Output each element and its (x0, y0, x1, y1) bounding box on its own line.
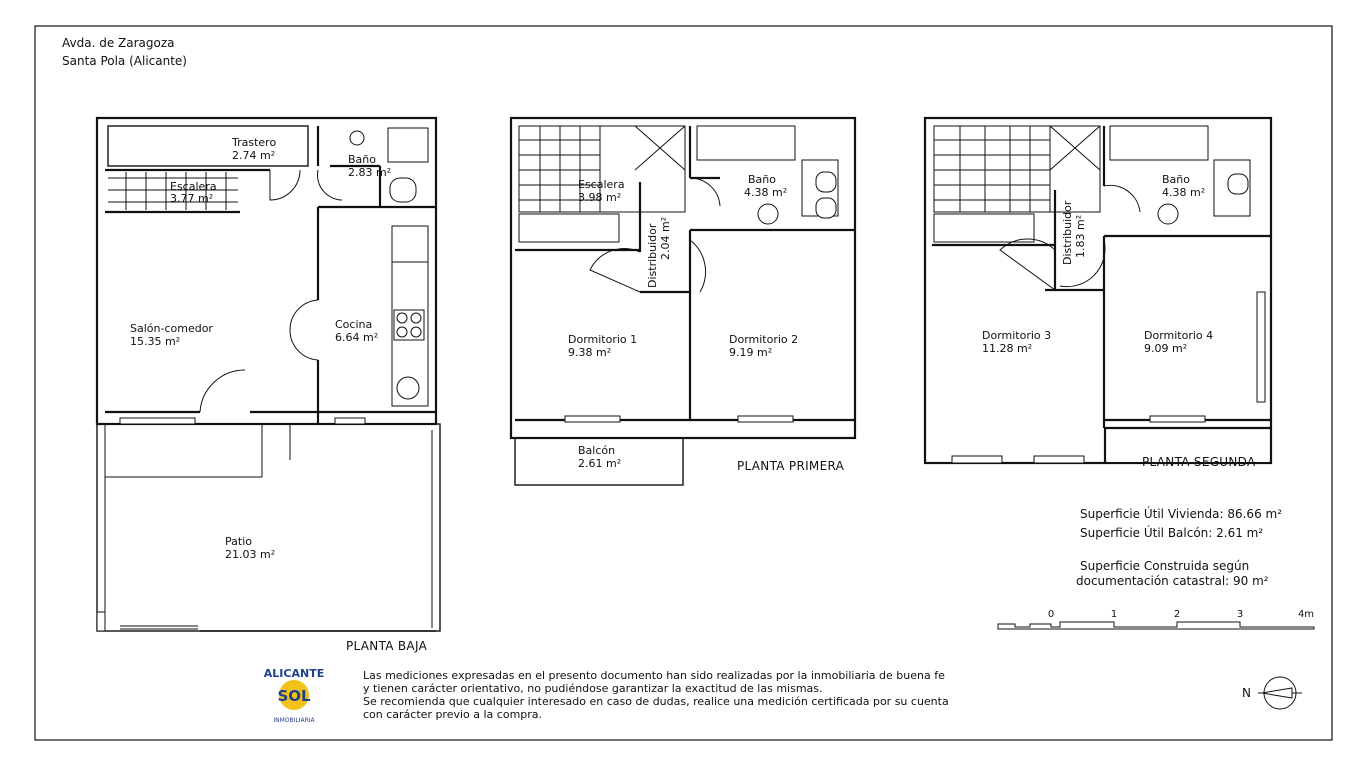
disclaimer-line: y tienen carácter orientativo, no pudiéndose garantizar la exactitud de las mismas. (363, 682, 823, 695)
room-area-dormitorio-2: 9.19 m² (729, 346, 773, 359)
planta-segunda (925, 118, 1271, 463)
scale-label: 4m (1297, 609, 1315, 620)
planta-primera (511, 118, 855, 485)
room-area-balcon: 2.61 m² (578, 457, 622, 470)
disclaimer-line: Se recomienda que cualquier interesado en caso de dudas, realice una medición certificada por su cuenta (363, 695, 949, 708)
scale-label: 3 (1236, 609, 1244, 620)
summary-construida-2: documentación catastral: 90 m² (1076, 574, 1269, 588)
room-label-bano-baja: Baño (348, 153, 376, 166)
room-area-bano-baja: 2.83 m² (348, 166, 392, 179)
logo-text-middle: SOL (277, 687, 311, 705)
room-area-cocina: 6.64 m² (335, 331, 379, 344)
room-area-dormitorio-1: 9.38 m² (568, 346, 612, 359)
address-line-2: Santa Pola (Alicante) (62, 54, 187, 68)
room-area-bano-segunda: 4.38 m² (1162, 186, 1206, 199)
room-area-escalera-primera: 3.98 m² (578, 191, 622, 204)
room-area-dormitorio-4: 9.09 m² (1144, 342, 1188, 355)
room-label-patio: Patio (225, 535, 252, 548)
room-area-distribuidor-segunda: 1.83 m² (1074, 214, 1087, 258)
room-label-dormitorio-4: Dormitorio 4 (1144, 329, 1214, 342)
scale-label: 1 (1110, 609, 1118, 620)
plan-title-baja: PLANTA BAJA (346, 639, 428, 653)
company-logo (264, 667, 324, 724)
room-label-dormitorio-2: Dormitorio 2 (729, 333, 799, 346)
room-label-salon: Salón-comedor (130, 322, 213, 335)
room-area-bano-primera: 4.38 m² (744, 186, 788, 199)
scale-bar (998, 609, 1314, 629)
disclaimer-line: Las mediciones expresadas en el presento documento han sido realizadas por la inmobiliaria de buena fe (363, 669, 945, 682)
room-area-dormitorio-3: 11.28 m² (982, 342, 1033, 355)
summary-util-balcon: Superficie Útil Balcón: 2.61 m² (1080, 526, 1264, 540)
room-label-escalera-primera: Escalera (578, 178, 625, 191)
room-area-salon: 15.35 m² (130, 335, 181, 348)
room-area-patio: 21.03 m² (225, 548, 276, 561)
bathtub-primera (697, 126, 795, 160)
room-label-distribuidor-segunda: Distribuidor (1061, 200, 1074, 265)
room-label-balcon: Balcón (578, 444, 616, 457)
room-label-trastero: Trastero (232, 136, 277, 149)
logo-text-top: ALICANTE (263, 667, 325, 680)
summary-construida-1: Superficie Construida según (1080, 559, 1250, 573)
disclaimer-line: con carácter previo a la compra. (363, 708, 543, 721)
scale-label: 0 (1047, 609, 1055, 620)
room-area-distribuidor-primera: 2.04 m² (659, 216, 672, 260)
scale-label: 2 (1173, 609, 1181, 620)
room-label-dormitorio-3: Dormitorio 3 (982, 329, 1052, 342)
shower-tray (388, 128, 428, 162)
room-label-cocina: Cocina (335, 318, 373, 331)
plan-title-segunda: PLANTA SEGUNDA (1142, 455, 1256, 469)
plan-title-primera: PLANTA PRIMERA (737, 459, 845, 473)
summary-util-vivienda: Superficie Útil Vivienda: 86.66 m² (1080, 507, 1283, 521)
room-area-escalera-baja: 3.77 m² (170, 192, 214, 205)
room-label-bano-primera: Baño (748, 173, 776, 186)
room-label-distribuidor-primera: Distribuidor (646, 223, 659, 288)
room-label-escalera-baja: Escalera (170, 180, 217, 193)
room-label-bano-segunda: Baño (1162, 173, 1190, 186)
logo-text-bottom: INMOBILIARIA (273, 717, 315, 724)
patio-area (97, 424, 440, 631)
north-label: N (1242, 686, 1251, 700)
address-line-1: Avda. de Zaragoza (62, 36, 175, 50)
north-arrow (1242, 677, 1302, 709)
room-label-dormitorio-1: Dormitorio 1 (568, 333, 638, 346)
room-area-trastero: 2.74 m² (232, 149, 276, 162)
bathtub-segunda (1110, 126, 1208, 160)
